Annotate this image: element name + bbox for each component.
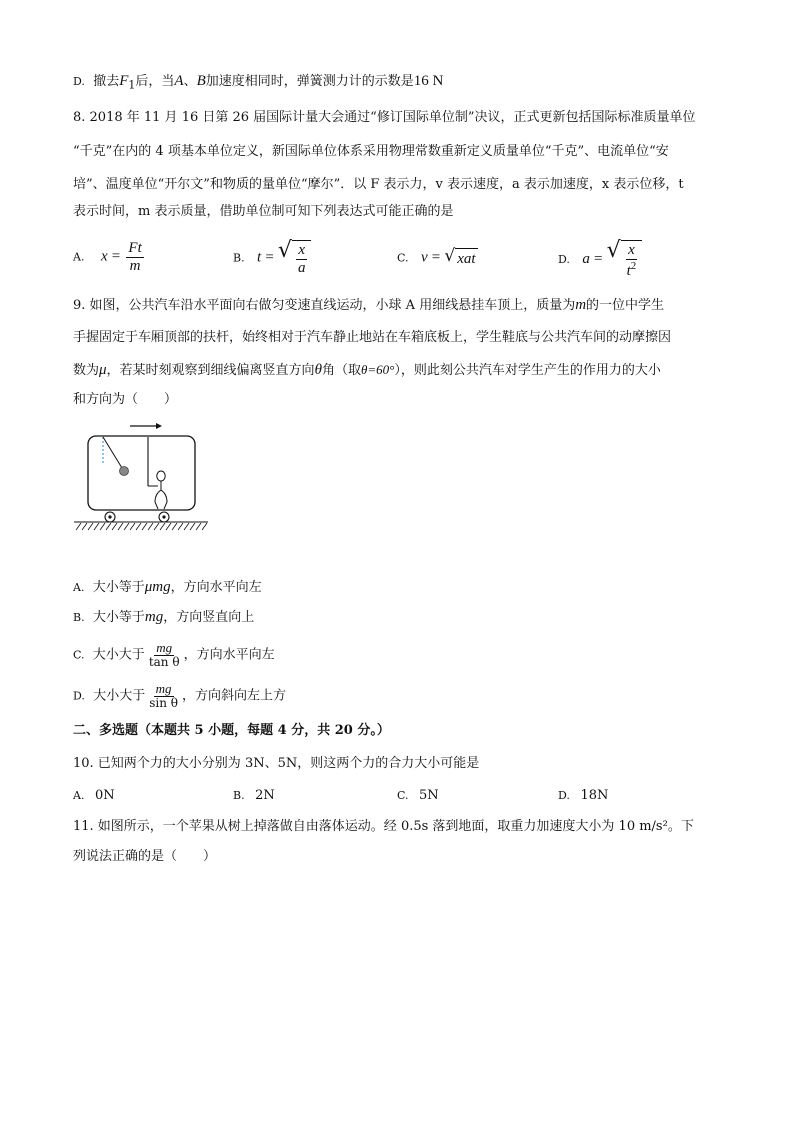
q8-line-2: “千克”在内的 4 项基本单位定义，新国际单位体系采用物理常数重新定义质量单位“千克”、电流单位“安 [73,144,669,159]
q11-line-2: 列说法正确的是（ ） [73,849,217,864]
q10-option-d: D. 18N [558,788,609,803]
fraction: $\frac{mg}{\text{sin θ}}$ [149,681,178,711]
q9-option-a: A. 大小等于μmg，方向水平向左 [73,579,262,595]
q9-line-2: 手握固定于车厢顶部的扶杆，始终相对于汽车静止地站在车箱底板上，学生鞋底与公共汽车间的动摩擦因 [73,330,672,345]
q8-option-a: A. x = $\frac{Ft}{m}$ [73,240,142,274]
q9-line-4: 和方向为（ ） [73,392,178,407]
q9-option-c: C. 大小大于 $\frac{mg}{\text{tan θ}}$ ，方向水平向左 [73,640,275,670]
q10-option-a: A. 0N [73,788,115,803]
q10-option-c: C. 5N [397,788,439,803]
arrow-head-icon [156,423,162,429]
sqrt: √ xat [444,246,476,267]
q9-line-1: 9. 如图，公共汽车沿水平面向右做匀变速直线运动，小球 A 用细线悬挂车顶上，质量为m的一位中学生 [73,297,665,313]
section-heading: 二、多选题（本题共 5 小题，每题 4 分，共 20 分。） [73,723,390,738]
fraction: $\frac{Ft}{m}$ [128,240,142,274]
q9-option-d: D. 大小大于 $\frac{mg}{\text{sin θ}}$ ，方向斜向左上方 [73,681,286,711]
student-body [155,481,167,509]
ball-a [120,467,129,476]
q10-option-b: B. 2N [233,788,275,803]
bus-diagram [72,420,212,535]
q9-line-3: 数为μ，若某时刻观察到细线偏离竖直方向θ角（取θ=60°），则此刻公共汽车对学生产生的作用力的大小 [73,362,661,378]
q7-option-d: D. 撤去$F_1$后，当A、B加速度相同时，弹簧测力计的示数是16 N [73,73,444,92]
bus-body [88,436,195,510]
ground-hatching [76,523,207,530]
student-head [157,471,165,481]
q10-text: 10. 已知两个力的大小分别为 3N、5N，则这两个力的合力大小可能是 [73,756,480,771]
q8-option-b: B. t = √ $\frac{x}{a}$ [233,240,311,276]
q8-option-d: D. a = √ $\frac{x}{t^2}$ [558,240,642,279]
fraction: $\frac{mg}{\text{tan θ}}$ [148,640,180,670]
sqrt: √ $\frac{x}{t^2}$ [607,240,643,279]
q11-line-1: 11. 如图所示，一个苹果从树上掉落做自由落体运动。经 0.5s 落到地面，取重力加速度大小为 10 m/s²。下 [73,819,694,834]
q8-line-3: 培”、温度单位“开尔文”和物质的量单位“摩尔”．以 F 表示力，v 表示速度，a 表示加速度，x 表示位移，t [73,177,684,192]
string [103,437,122,468]
q9-option-b: B. 大小等于mg，方向竖直向上 [73,609,255,625]
q8-option-c: C. v = √ xat [397,246,476,267]
q8-line-1: 8. 2018 年 11 月 16 日第 26 届国际计量大会通过“修订国际单位制”决议，正式更新包括国际标准质量单位 [73,110,696,125]
sqrt: √ $\frac{x}{a}$ [278,240,312,276]
q8-line-4: 表示时间，m 表示质量，借助单位制可知下列表达式可能正确的是 [73,204,454,219]
